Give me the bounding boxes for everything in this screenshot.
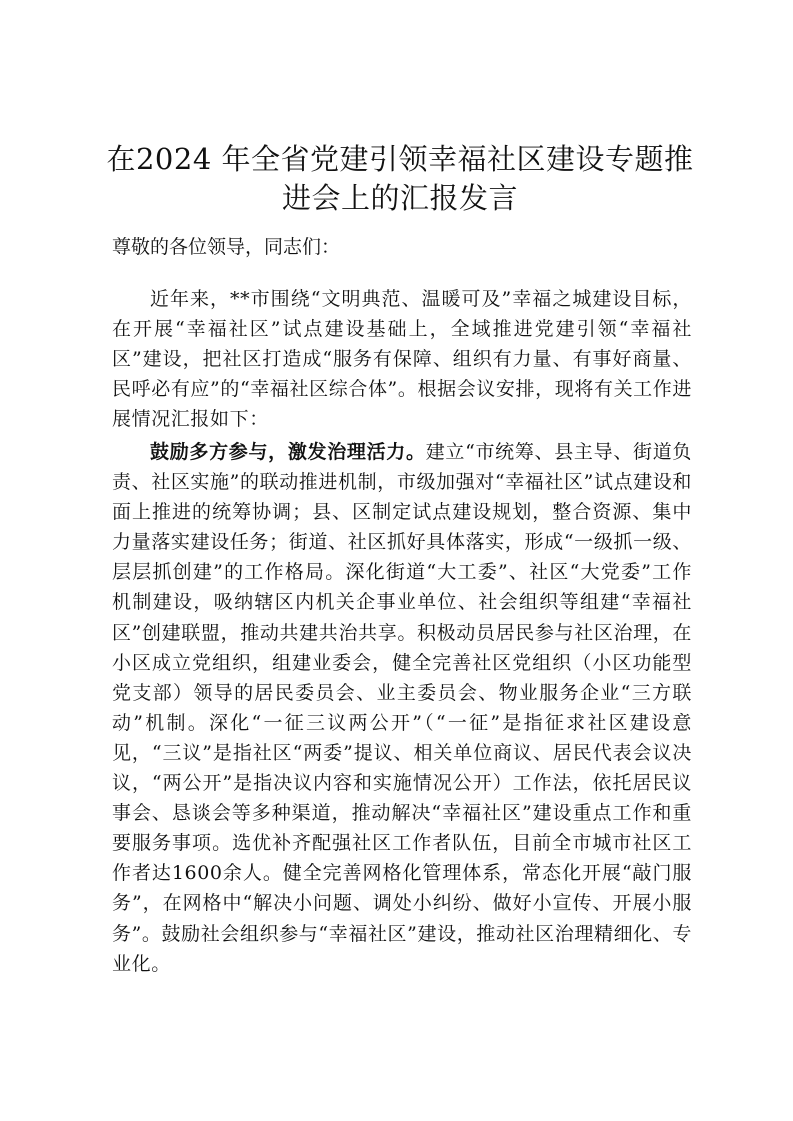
paragraph-participation	[112, 437, 692, 979]
paragraph-intro	[112, 284, 692, 434]
paragraph-lead-heading: 鼓励多方参与，激发治理活力。	[150, 441, 426, 463]
salutation: 尊敬的各位领导，同志们：	[112, 236, 341, 258]
paragraph-participation-text: 建立“市统筹、县主导、街道负责、社区实施”的联动推进机制，市级加强对“幸福社区”试点建设和面上推进的统筹协调；县、区制定试点建设规划，整合资源、集中力量落实建设任务；街道、社区抓好具体落实，形成“一级抓一级、层层抓创建”的工作格局。深化街道“大工委”、社区“大党委”工作机制建设，吸纳辖区内机关企事业单位、社会组织等组建“幸福社区”创建联盟，推动共建共治共享。积极动员居民参与社区治理，在小区成立党组织，组建业委会，健全完善社区党组织（小区功能型党支部）领导的居民委员会、业主委员会、物业服务企业“三方联动”机制。深化“一征三议两公开”（“一征”是指征求社区建设意见，“三议”是指社区“两委”提议、相关单位商议、居民代表会议决议，“两公开”是指决议内容和实施情况公开）工作法，依托居民议事会、恳谈会等多种渠道，推动解决“幸福社区”建设重点工作和重要服务事项。选优补齐配强社区工作者队伍，目前全市城市社区工作者达1600余人。健全完善网格化管理体系，常态化开展“敲门服务”，在网格中“解决小问题、调处小纠纷、做好小宣传、开展小服务”。鼓励社会组织参与“幸福社区”建设，推动社区治理精细化、专业化。	[112, 441, 692, 975]
paragraph-intro-text: 近年来，**市围绕“文明典范、温暖可及”幸福之城建设目标，在开展“幸福社区”试点建设基础上，全域推进党建引领“幸福社区”建设，把社区打造成“服务有保障、组织有力量、有事好商量、民呼必有应”的“幸福社区综合体”。根据会议安排，现将有关工作进展情况汇报如下：	[112, 288, 692, 431]
document-title: 在2024 年全省党建引领幸福社区建设专题推进会上的汇报发言	[106, 142, 694, 215]
